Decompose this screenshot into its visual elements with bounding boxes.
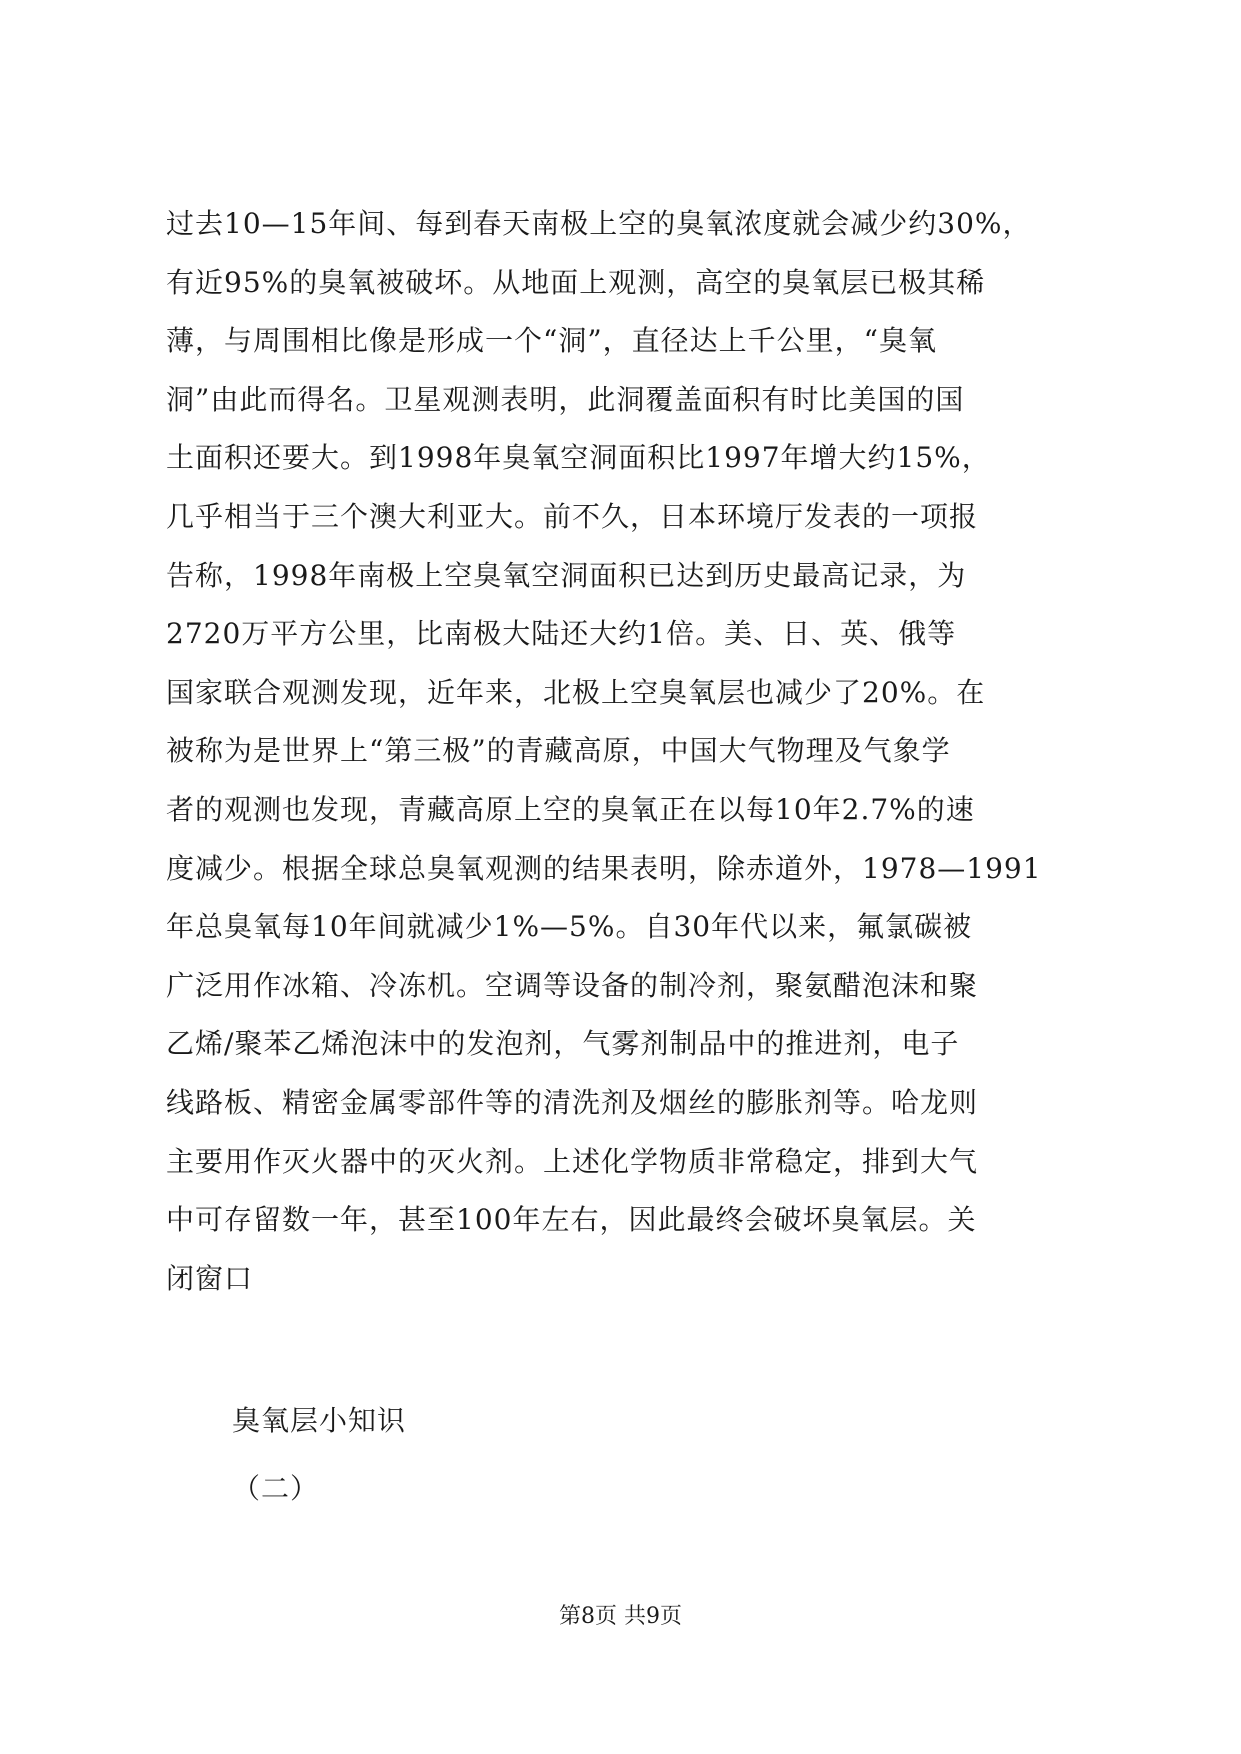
text-line: 被称为是世界上“第三极”的青藏高原，中国大气物理及气象学	[166, 734, 951, 768]
text-line: 线路板、精密金属零部件等的清洗剂及烟丝的膨胀剂等。哈龙则	[166, 1085, 979, 1119]
page-number-footer: 第8页 共9页	[559, 1604, 682, 1629]
text-line: 闭窗口	[166, 1261, 254, 1295]
section-subheading: （二）	[232, 1472, 320, 1505]
text-line: 中可存留数一年，甚至100年左右，因此最终会破坏臭氧层。关	[166, 1203, 977, 1237]
text-line: 土面积还要大。到1998年臭氧空洞面积比1997年增大约15%，	[166, 441, 991, 475]
body-paragraph	[166, 195, 1084, 1308]
text-line: 乙烯/聚苯乙烯泡沫中的发泡剂，气雾剂制品中的推进剂，电子	[166, 1027, 960, 1061]
text-line: 者的观测也发现，青藏高原上空的臭氧正在以每10年2.7%的速	[166, 792, 975, 826]
text-line: 度减少。根据全球总臭氧观测的结果表明，除赤道外，1978—1991	[166, 851, 1042, 885]
text-line: 几乎相当于三个澳大利亚大。前不久，日本环境厅发表的一项报	[166, 499, 979, 533]
text-line: 国家联合观测发现，近年来，北极上空臭氧层也减少了20%。在	[166, 675, 986, 709]
text-line: 过去10—15年间、每到春天南极上空的臭氧浓度就会减少约30%，	[166, 207, 1032, 240]
text-line: 洞”由此而得名。卫星观测表明，此洞覆盖面积有时比美国的国	[166, 382, 965, 416]
text-line: 薄，与周围相比像是形成一个“洞”，直径达上千公里，“臭氧	[166, 324, 937, 358]
text-line: 2720万平方公里，比南极大陆还大约1倍。美、日、英、俄等	[166, 617, 957, 651]
text-line: 主要用作灭火器中的灭火剂。上述化学物质非常稳定，排到大气	[166, 1144, 979, 1178]
text-line: 有近95%的臭氧被破坏。从地面上观测，高空的臭氧层已极其稀	[166, 265, 986, 299]
text-line: 年总臭氧每10年间就减少1%—5%。自30年代以来，氟氯碳被	[166, 910, 973, 944]
text-line: 广泛用作冰箱、冷冻机。空调等设备的制冷剂，聚氨醋泡沫和聚	[166, 968, 979, 1002]
section-heading: 臭氧层小知识	[232, 1404, 407, 1437]
text-line: 告称，1998年南极上空臭氧空洞面积已达到历史最高记录，为	[166, 558, 967, 592]
